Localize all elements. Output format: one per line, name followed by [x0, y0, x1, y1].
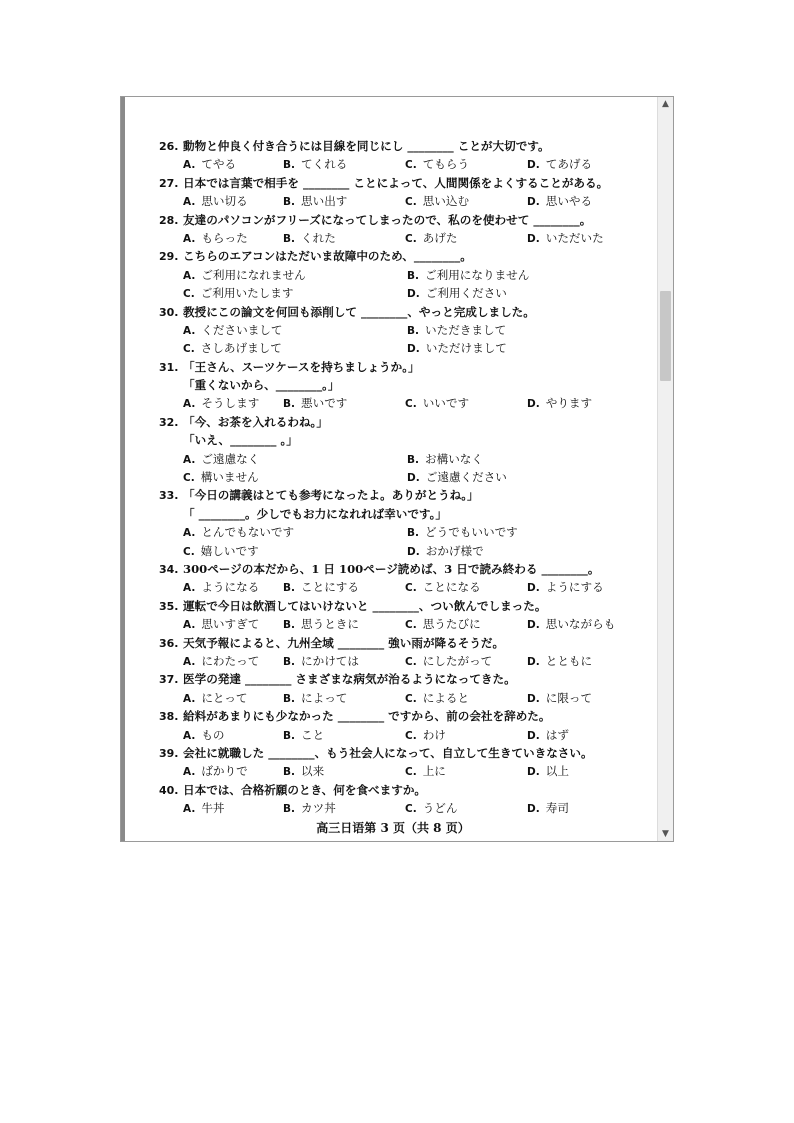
vertical-scrollbar[interactable] [657, 97, 673, 841]
option-text: てくれる [301, 157, 348, 172]
answer-option [183, 394, 259, 413]
question-line [159, 486, 629, 504]
option-letter: A. [183, 619, 196, 632]
answer-option [527, 652, 592, 671]
option-letter: A. [183, 324, 196, 337]
option-text: 牛丼 [201, 801, 225, 816]
answer-option [183, 339, 282, 358]
option-letter: D. [527, 619, 540, 632]
option-letter: A. [183, 232, 196, 245]
option-letter: C. [183, 288, 195, 301]
answer-option [405, 394, 469, 413]
answer-option [183, 652, 259, 671]
question-number: 26. [159, 140, 179, 153]
option-letter: D. [527, 655, 540, 668]
answer-option [405, 155, 469, 174]
options-row [159, 468, 629, 486]
option-text: ご遠慮ください [425, 470, 507, 485]
question-text: 「王さん、スーツケースを持ちましょうか。」 [183, 359, 420, 374]
option-letter: B. [407, 527, 419, 540]
answer-option [183, 468, 259, 487]
answer-option [183, 450, 259, 469]
question-item [159, 137, 629, 174]
option-letter: C. [405, 398, 417, 411]
option-text: いいです [422, 396, 470, 411]
question-line [159, 174, 629, 192]
answer-option [183, 799, 225, 818]
question-list [159, 137, 629, 817]
options-row [159, 615, 629, 633]
option-text: おかげ様で [425, 543, 484, 558]
question-text: 医学の発達 ________ さまざまな病気が治るようになってきた。 [183, 672, 516, 687]
document-page [121, 97, 657, 841]
question-text: 「今日の講義はとても参考になったよ。ありがとうね。」 [183, 488, 479, 503]
question-number: 40. [159, 783, 179, 797]
option-letter: A. [183, 398, 196, 411]
question-line [159, 744, 629, 762]
option-letter: C. [405, 159, 417, 172]
question-text: 日本では言葉で相手を ________ ことによって、人間関係をよくすることがある。 [183, 175, 609, 190]
options-row [159, 523, 629, 541]
option-text: あげた [422, 230, 458, 245]
option-letter: B. [407, 453, 419, 466]
question-number: 37. [159, 673, 179, 687]
option-letter: A. [183, 582, 196, 595]
option-letter: D. [407, 343, 420, 356]
question-text: 運転で今日は飲酒してはいけないと ________、つい飲んでしまった。 [183, 598, 547, 613]
question-text: 300ページの本だから、1 日 100ページ読めば、3 日で読み終わる ________。 [183, 561, 600, 576]
option-letter: A. [183, 453, 196, 466]
question-text: 「 ________。少しでもお力になれれば幸いです。」 [183, 506, 447, 521]
answer-option [407, 339, 507, 358]
options-row [159, 339, 629, 357]
question-text: 「重くないから、________。」 [183, 378, 340, 393]
answer-option [183, 726, 225, 745]
scrollbar-thumb[interactable] [660, 291, 671, 381]
option-text: によると [422, 690, 470, 705]
answer-option [527, 229, 604, 248]
answer-option [183, 689, 247, 708]
question-number: 29. [159, 250, 179, 264]
options-row [159, 652, 629, 670]
answer-option [405, 229, 458, 248]
option-text: 以来 [301, 764, 325, 779]
option-letter: B. [283, 803, 295, 816]
option-text: 上に [422, 764, 446, 779]
question-number: 27. [159, 176, 179, 190]
option-letter: C. [405, 619, 417, 632]
option-text: 悪いです [301, 396, 348, 411]
answer-option [527, 689, 592, 708]
option-letter: D. [527, 398, 540, 411]
option-letter: B. [283, 398, 295, 411]
option-letter: C. [183, 472, 195, 485]
option-letter: C. [405, 196, 417, 209]
option-text: いただいた [545, 230, 604, 245]
option-letter: A. [183, 269, 196, 282]
question-number: 30. [159, 305, 179, 319]
option-text: ことになる [422, 580, 481, 595]
option-letter: B. [283, 582, 295, 595]
option-letter: B. [283, 619, 295, 632]
question-item [159, 744, 629, 781]
option-text: てもらう [422, 157, 470, 172]
answer-option [283, 394, 347, 413]
option-text: 思うときに [301, 617, 359, 632]
question-item [159, 358, 629, 413]
answer-option [405, 762, 446, 781]
option-text: にしたがって [422, 653, 493, 668]
question-line [159, 413, 629, 431]
answer-option [407, 468, 507, 487]
option-text: そうします [201, 396, 260, 411]
option-letter: B. [407, 269, 419, 282]
answer-option [283, 615, 359, 634]
chevron-down-icon[interactable]: ▼ [662, 829, 669, 839]
answer-option [183, 284, 293, 303]
option-letter: D. [407, 472, 420, 485]
option-letter: A. [183, 729, 196, 742]
option-letter: B. [283, 692, 295, 705]
answer-option [405, 578, 481, 597]
option-letter: C. [405, 655, 417, 668]
question-item [159, 634, 629, 671]
option-text: くれた [301, 230, 336, 245]
question-text: 天気予報によると、九州全域 ________ 強い雨が降るそうだ。 [183, 635, 505, 650]
answer-option [407, 450, 483, 469]
answer-option [527, 578, 604, 597]
question-text: 給料があまりにも少なかった ________ ですから、前の会社を辞めた。 [183, 709, 551, 724]
answer-option [183, 229, 248, 248]
question-item [159, 303, 629, 358]
answer-option [183, 542, 259, 561]
question-item [159, 174, 629, 211]
option-text: に限って [545, 690, 593, 705]
option-text: ことにする [301, 580, 359, 595]
option-text: てあげる [545, 157, 593, 172]
answer-option [183, 578, 259, 597]
question-number: 34. [159, 562, 179, 576]
option-text: 構いません [200, 470, 259, 485]
option-text: カツ丼 [301, 801, 336, 816]
answer-option [527, 192, 592, 211]
option-letter: A. [183, 655, 196, 668]
page-footer: 高三日语第 3 页（共 8 页） [316, 821, 470, 835]
answer-option [283, 229, 336, 248]
answer-option [527, 155, 592, 174]
option-letter: D. [527, 729, 540, 742]
answer-option [407, 523, 518, 542]
question-text: こちらのエアコンはただいま故障中のため、________。 [183, 249, 472, 264]
question-text: 会社に就職した ________、もう社会人になって、自立して生きていきなさい。 [183, 745, 593, 760]
answer-option [183, 155, 236, 174]
answer-option [405, 726, 446, 745]
question-number: 35. [159, 599, 179, 613]
options-row [159, 321, 629, 339]
question-item [159, 560, 629, 597]
question-line [159, 781, 629, 799]
question-item [159, 707, 629, 744]
option-letter: A. [183, 803, 196, 816]
option-letter: C. [405, 729, 417, 742]
option-letter: C. [405, 582, 417, 595]
question-line [159, 247, 629, 265]
options-row [159, 799, 629, 817]
answer-option [183, 266, 306, 285]
answer-option [407, 542, 484, 561]
option-text: どうでもいいです [425, 525, 518, 540]
option-text: いただきまして [425, 322, 507, 337]
option-text: ようになる [201, 580, 260, 595]
answer-option [183, 321, 282, 340]
question-line [159, 376, 629, 394]
question-number: 31. [159, 360, 179, 374]
question-line [159, 560, 629, 578]
question-line [159, 137, 629, 155]
option-text: お構いなく [425, 451, 483, 466]
answer-option [183, 523, 294, 542]
answer-option [407, 284, 507, 303]
option-text: にかけては [301, 653, 359, 668]
question-text: 動物と仲良く付き合うには目線を同じにし ________ ことが大切です。 [183, 139, 550, 153]
option-letter: D. [527, 232, 540, 245]
option-letter: D. [527, 582, 540, 595]
options-row [159, 578, 629, 596]
option-letter: A. [183, 527, 196, 540]
answer-option [527, 726, 569, 745]
answer-option [527, 762, 569, 781]
option-letter: D. [527, 159, 540, 172]
option-letter: B. [283, 232, 295, 245]
answer-option [527, 799, 569, 818]
question-item [159, 211, 629, 248]
option-text: 思いながらも [545, 617, 616, 632]
option-text: ご遠慮なく [201, 451, 260, 466]
answer-option [405, 689, 469, 708]
option-text: ようにする [545, 580, 604, 595]
option-text: うどん [422, 801, 458, 816]
option-text: くださいまして [201, 322, 283, 337]
options-row [159, 689, 629, 707]
option-text: もの [201, 727, 225, 742]
answer-option [283, 155, 347, 174]
answer-option [183, 762, 248, 781]
option-text: てやる [201, 157, 237, 172]
question-number: 38. [159, 710, 179, 724]
question-number: 33. [159, 489, 179, 503]
option-text: はず [545, 727, 569, 742]
answer-option [405, 615, 481, 634]
options-row [159, 266, 629, 284]
answer-option [527, 394, 592, 413]
option-text: とんでもないです [201, 525, 295, 540]
option-letter: D. [527, 692, 540, 705]
answer-option [527, 615, 615, 634]
answer-option [283, 799, 336, 818]
option-letter: B. [283, 196, 295, 209]
answer-option [183, 192, 248, 211]
option-text: にわたって [201, 653, 260, 668]
option-letter: A. [183, 766, 196, 779]
chevron-up-icon[interactable]: ▲ [662, 99, 669, 109]
option-text: 嬉しいです [200, 543, 259, 558]
option-text: 思いすぎて [201, 617, 260, 632]
option-letter: C. [405, 803, 417, 816]
option-letter: C. [405, 232, 417, 245]
question-text: 「今、お茶を入れるわね。」 [183, 414, 328, 429]
option-text: ご利用ください [425, 286, 507, 301]
option-letter: A. [183, 196, 196, 209]
option-text: 以上 [545, 764, 569, 779]
option-letter: B. [407, 324, 419, 337]
option-text: ご利用になれません [201, 267, 306, 282]
answer-option [283, 726, 324, 745]
option-text: ご利用いたします [200, 286, 294, 301]
question-item [159, 781, 629, 818]
option-text: ご利用になりません [425, 267, 530, 282]
question-line [159, 597, 629, 615]
option-text: やります [545, 396, 593, 411]
options-row [159, 726, 629, 744]
option-letter: B. [283, 655, 295, 668]
option-text: 思いやる [545, 194, 593, 209]
option-letter: C. [405, 766, 417, 779]
question-item [159, 670, 629, 707]
answer-option [407, 266, 529, 285]
question-line [159, 303, 629, 321]
options-row [159, 229, 629, 247]
question-line [159, 505, 629, 523]
options-row [159, 542, 629, 560]
answer-option [183, 615, 259, 634]
options-row [159, 155, 629, 173]
question-line [159, 634, 629, 652]
option-text: ばかりで [201, 764, 248, 779]
options-row [159, 192, 629, 210]
option-text: によって [301, 690, 348, 705]
answer-option [405, 799, 458, 818]
question-line [159, 670, 629, 688]
answer-option [405, 192, 469, 211]
answer-option [283, 192, 347, 211]
option-letter: D. [527, 766, 540, 779]
option-letter: C. [405, 692, 417, 705]
option-letter: B. [283, 729, 295, 742]
option-text: 寿司 [545, 801, 569, 816]
option-text: さしあげまして [200, 341, 282, 356]
question-number: 36. [159, 636, 179, 650]
option-text: わけ [422, 727, 446, 742]
option-letter: C. [183, 343, 195, 356]
option-text: もらった [201, 230, 248, 245]
question-line [159, 431, 629, 449]
question-number: 32. [159, 415, 179, 429]
option-text: とともに [545, 653, 593, 668]
option-letter: B. [283, 766, 295, 779]
question-number: 28. [159, 213, 179, 227]
question-text: 友達のパソコンがフリーズになってしまったので、私のを使わせて ________。 [183, 212, 592, 227]
option-letter: D. [407, 288, 420, 301]
option-letter: D. [527, 803, 540, 816]
question-line [159, 358, 629, 376]
option-letter: B. [283, 159, 295, 172]
options-row [159, 762, 629, 780]
option-text: 思うたびに [422, 617, 481, 632]
question-line [159, 211, 629, 229]
question-number: 39. [159, 746, 179, 760]
option-text: 思い出す [301, 194, 348, 209]
answer-option [283, 762, 324, 781]
question-item [159, 413, 629, 487]
answer-option [405, 652, 492, 671]
answer-option [283, 652, 359, 671]
options-row [159, 450, 629, 468]
option-text: いただけまして [425, 341, 507, 356]
option-letter: A. [183, 692, 196, 705]
options-row [159, 284, 629, 302]
question-item [159, 247, 629, 302]
option-text: こと [301, 727, 325, 742]
option-text: にとって [201, 690, 248, 705]
answer-option [283, 578, 359, 597]
option-letter: D. [527, 196, 540, 209]
option-letter: A. [183, 159, 196, 172]
question-text: 日本では、合格祈願のとき、何を食べますか。 [183, 782, 427, 797]
options-row [159, 394, 629, 412]
answer-option [407, 321, 506, 340]
option-text: 思い込む [422, 194, 470, 209]
answer-option [283, 689, 347, 708]
document-viewer [120, 96, 674, 842]
option-text: 思い切る [201, 194, 248, 209]
option-letter: D. [407, 545, 420, 558]
question-item [159, 597, 629, 634]
question-item [159, 486, 629, 560]
question-text: 教授にこの論文を何回も添削して ________、やっと完成しました。 [183, 304, 535, 319]
option-letter: C. [183, 545, 195, 558]
question-text: 「いえ、________ 。」 [183, 433, 298, 448]
question-line [159, 707, 629, 725]
